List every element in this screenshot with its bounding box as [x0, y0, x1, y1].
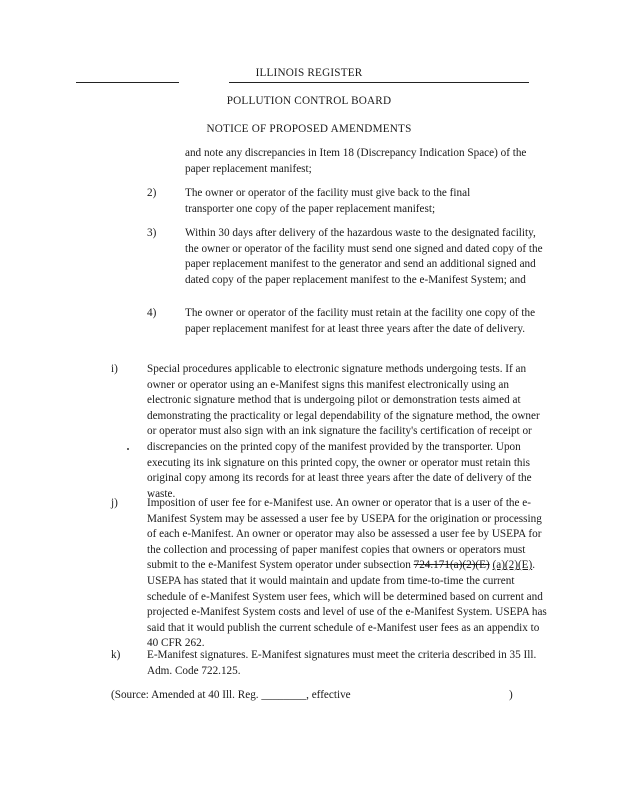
- item-text: The owner or operator of the facility must give back to the final transporter one copy of the paper replacement manifest;: [185, 187, 471, 215]
- board-title: POLLUTION CONTROL BOARD: [226, 95, 392, 107]
- source-note: (Source: Amended at 40 Ill. Reg. ________, effective: [111, 689, 351, 701]
- notice-title: NOTICE OF PROPOSED AMENDMENTS: [206, 123, 412, 135]
- register-title: ILLINOIS REGISTER: [255, 67, 363, 79]
- section-letter: k): [111, 649, 121, 661]
- section-letter: j): [111, 497, 118, 509]
- section-k-text: E-Manifest signatures. E-Manifest signatures must meet the criteria described in 35 Ill. Adm. Code 722.125.: [147, 649, 537, 677]
- scan-speck: [127, 448, 129, 450]
- section-j-text-before: Imposition of user fee for e-Manifest use. An owner or operator that is a user of the e-Manifest System may be assessed a user fee by USEPA for the origination or processing of each e-Manifest. An owner or operator may also be assessed a user fee by USEPA for the collection and processing of paper manifest copies that owners or operators must submit to the e-Manifest System operator under subsection: [147, 497, 542, 572]
- section-i-text: Special procedures applicable to electronic signature methods undergoing tests. If an owner or operator using an e-Manifest signs this manifest electronically using an electronic signature method that is undergoing pilot or demonstration tests aimed at demonstrating the practicality or legal dependability of the signature method, the owner or operator must also sign with an ink signature the facility's certification of receipt or discrepancies on the printed copy of the manifest provided by the transporter. Upon executing its ink signature on this printed copy, the owner or operator must retain this original copy among its records for at least three years after the date of delivery of the waste.: [147, 363, 540, 500]
- item-number: 2): [147, 187, 157, 199]
- header-rule-right: [229, 82, 529, 83]
- header-rule-left: [76, 82, 179, 83]
- item-number: 3): [147, 227, 157, 239]
- source-close-paren: ): [509, 689, 513, 701]
- section-j-text-after: . USEPA has stated that it would maintain and update from time-to-time the current schedule of e-Manifest System user fees, which will be determined based on current and projected e-Manifest System costs and level of use of the e-Manifest System. USEPA has said that it would publish the current schedule of e-Manifest user fees as an appendix to 40 CFR 262.: [147, 559, 547, 650]
- struck-citation: 724.171(a)(2)(E): [413, 559, 490, 572]
- item-number: 4): [147, 307, 157, 319]
- item-text: Within 30 days after delivery of the hazardous waste to the designated facility, the owner or operator of the facility must send one signed and dated copy of the paper replacement manifest to the generator and send an additional signed and dated copy of the paper replacement manifest to the e-Manifest System; and: [185, 227, 543, 286]
- item-text: The owner or operator of the facility must retain at the facility one copy of the paper replacement manifest for at least three years after the date of delivery.: [185, 307, 536, 335]
- inserted-citation: (a)(2)(E): [492, 559, 533, 572]
- section-letter: i): [111, 363, 118, 375]
- section-j-text: [147, 496, 547, 652]
- continuation-paragraph: and note any discrepancies in Item 18 (Discrepancy Indication Space) of the paper replacement manifest;: [185, 147, 527, 175]
